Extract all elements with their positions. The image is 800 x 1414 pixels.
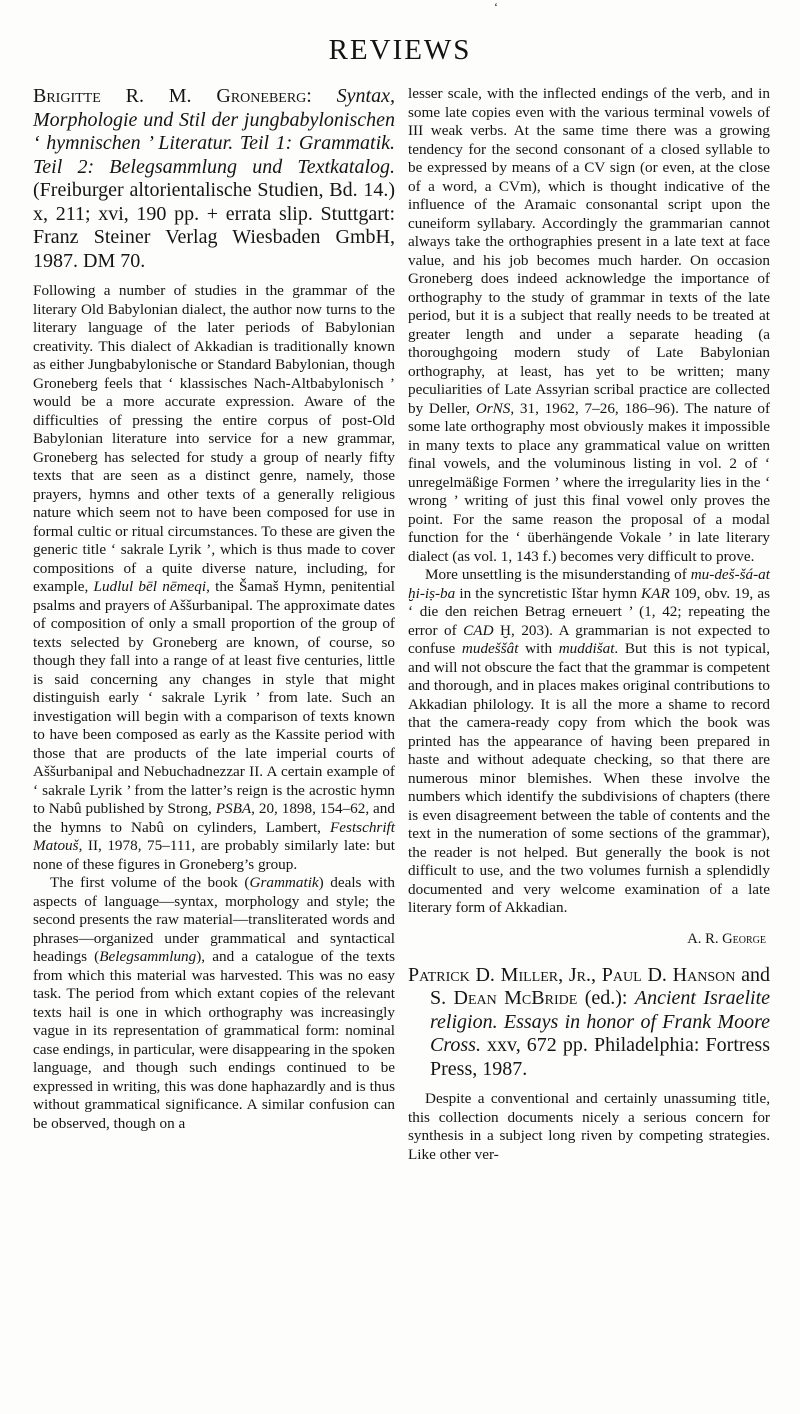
two-column-layout [0, 67, 800, 1164]
review1-heading: Brigitte R. M. Groneberg: Syntax, Morphologie und Stil der jungbabylonischen ‘ hymnischen ’ Literatur. Teil 1: Grammatik. Teil 2: Belegsammlung und Textkatalog. (Freiburger altorientalische Studien, Bd. 14.) x, 211; xvi, 190 pp. + errata slip. Stuttgart: Franz Steiner Verlag Wiesbaden GmbH, 1987. DM 70. [33, 85, 395, 272]
right-column [408, 85, 770, 1164]
review1-paragraph-1: Following a number of studies in the grammar of the literary Old Babylonian dialect, the author now turns to the literary language of the later periods of Babylonian creativity. This dialect of Akkadian is traditionally known as either Jungbabylonische or Standard Babylonian, though Groneberg feels that ‘ klassisches Nach-Altbabylonisch ’ would be a more accurate expression. Aware of the difficulties of pressing the entire corpus of post-Old Babylonian literature into service for a new grammar, Groneberg has selected for study a group of nearly fifty texts that are seen as a distinct genre, namely, those prayers, hymns and other texts of a generally religious nature which seem not to have been composed for use in formal cultic or ritual circumstances. To these are given the generic title ‘ sakrale Lyrik ’, which is thus made to cover compositions of a quite diverse nature, including, for example, Ludlul bēl nēmeqi, the Šamaš Hymn, penitential psalms and prayers of Aššurbanipal. The approximate dates of composition of only a small proportion of the group of texts selected by Groneberg are known, of course, so though they fall into a range of at least five centuries, little is said concerning any changes in style that might distinguish early ‘ sakrale Lyrik ’ from late. Such an investigation will begin with a comparison of texts known to have been composed as early as the Kassite period with those that are products of the late imperial courts of Aššurbanipal and Nebuchadnezzar II. A certain example of ‘ sakrale Lyrik ’ from the latter’s reign is the acrostic hymn to Nabû published by Strong, PSBA, 20, 1898, 154–62, and the hymns to Nabû on cylinders, Lambert, Festschrift Matouš, II, 1978, 75–111, are probably similarly late: but none of these figures in Groneberg’s group. [33, 282, 395, 873]
review2-paragraph-1: Despite a conventional and certainly unassuming title, this collection documents nicely a serious concern for synthesis in a subject long riven by competing strategies. Like other ver- [408, 1090, 770, 1163]
review1-paragraph-3: More unsettling is the misunderstanding of mu-deš-šá-at ḫi-iṣ-ba in the syncretistic Ištar hymn KAR 109, obv. 19, as ‘ die den reichen Betrag erneuert ’ (1, 42; repeating the error of CAD Ḫ, 203). A grammarian is not expected to confuse mudeššât with muddišat. But this is not typical, and will not obscure the fact that the grammar is competent and thorough, and in places makes original contributions to Akkadian philology. It is all the more a shame to record that the camera-ready copy from which the book was printed has the appearance of having been prepared in haste and without adequate checking, so that there are numerous minor blemishes. When these involve the numbers which identify the subdivisions of chapters (there is even disagreement between the table of contents and the text in the numeration of some sections of the grammar), the reader is not helped. But generally the book is not difficult to use, and the two volumes furnish a splendidly documented and very welcome examination of a late literary form of Akkadian. [408, 566, 770, 916]
left-column [33, 85, 395, 1164]
review1-paragraph-2-right-part: lesser scale, with the inflected endings of the verb, and in some late copies even with the various terminal vowels of III weak verbs. At the same time there was a growing tendency for the second consonant of a closed syllable to be expressed by means of a CV sign (or even, at the close of a word, a CVm), which is thought indicative of the influence of the Aramaic consonantal script upon the cuneiform syllabary. Accordingly the grammarian cannot always take the orthographies present in a late text at face value, and his job becomes much harder. On occasion Groneberg does indeed acknowledge the importance of orthography to the study of grammar in texts of the late period, but it is a subject that really needs to be treated at greater length and under a separate heading (a thoroughgoing modern study of Late Babylonian orthography, at least, has yet to be written; many peculiarities of Late Assyrian scribal practice are collected by Deller, OrNS, 31, 1962, 7–26, 186–96). The nature of some late orthography most obviously makes it impossible in many texts to place any grammatical value on written final vowels, and the voluminous listing in vol. 2 of ‘ unregelmäßige Formen ’ where the irregularity lies in the ‘ wrong ’ writing of just this final vowel only proves the point. For the same reason the proposal of a modal function for the ‘ überhängende Vokale ’ in late literary dialect (as vol. 1, 143 f.) becomes very difficult to prove. [408, 85, 770, 565]
reviewer-signature-name: A. R. George [687, 930, 766, 947]
reviewer-signature [408, 931, 766, 948]
page-title: REVIEWS [328, 34, 472, 66]
review2-heading: Patrick D. Miller, Jr., Paul D. Hanson and S. Dean McBride (ed.): Ancient Israelite religion. Essays in honor of Frank Moore Cross. xxv, 672 pp. Philadelphia: Fortress Press, 1987. [408, 963, 770, 1080]
scan-artifact-mark: ʻ [494, 0, 498, 14]
review1-paragraph-2-left-part: The first volume of the book (Grammatik) deals with aspects of language—syntax, morphology and style; the second presents the raw material—transliterated words and phrases—organized under grammatical and syntactical headings (Belegsammlung), and a catalogue of the texts from which this material was harvested. This was no easy task. The period from which extant copies of the relevant texts hail is one in which orthography was increasingly vague in its representation of grammatical form: nominal case endings, in particular, were disappearing in the spoken language, and though such endings continued to be expressed in writing, this was done haphazardly and is thus without grammatical significance. A similar confusion can be observed, though on a [33, 874, 396, 1132]
